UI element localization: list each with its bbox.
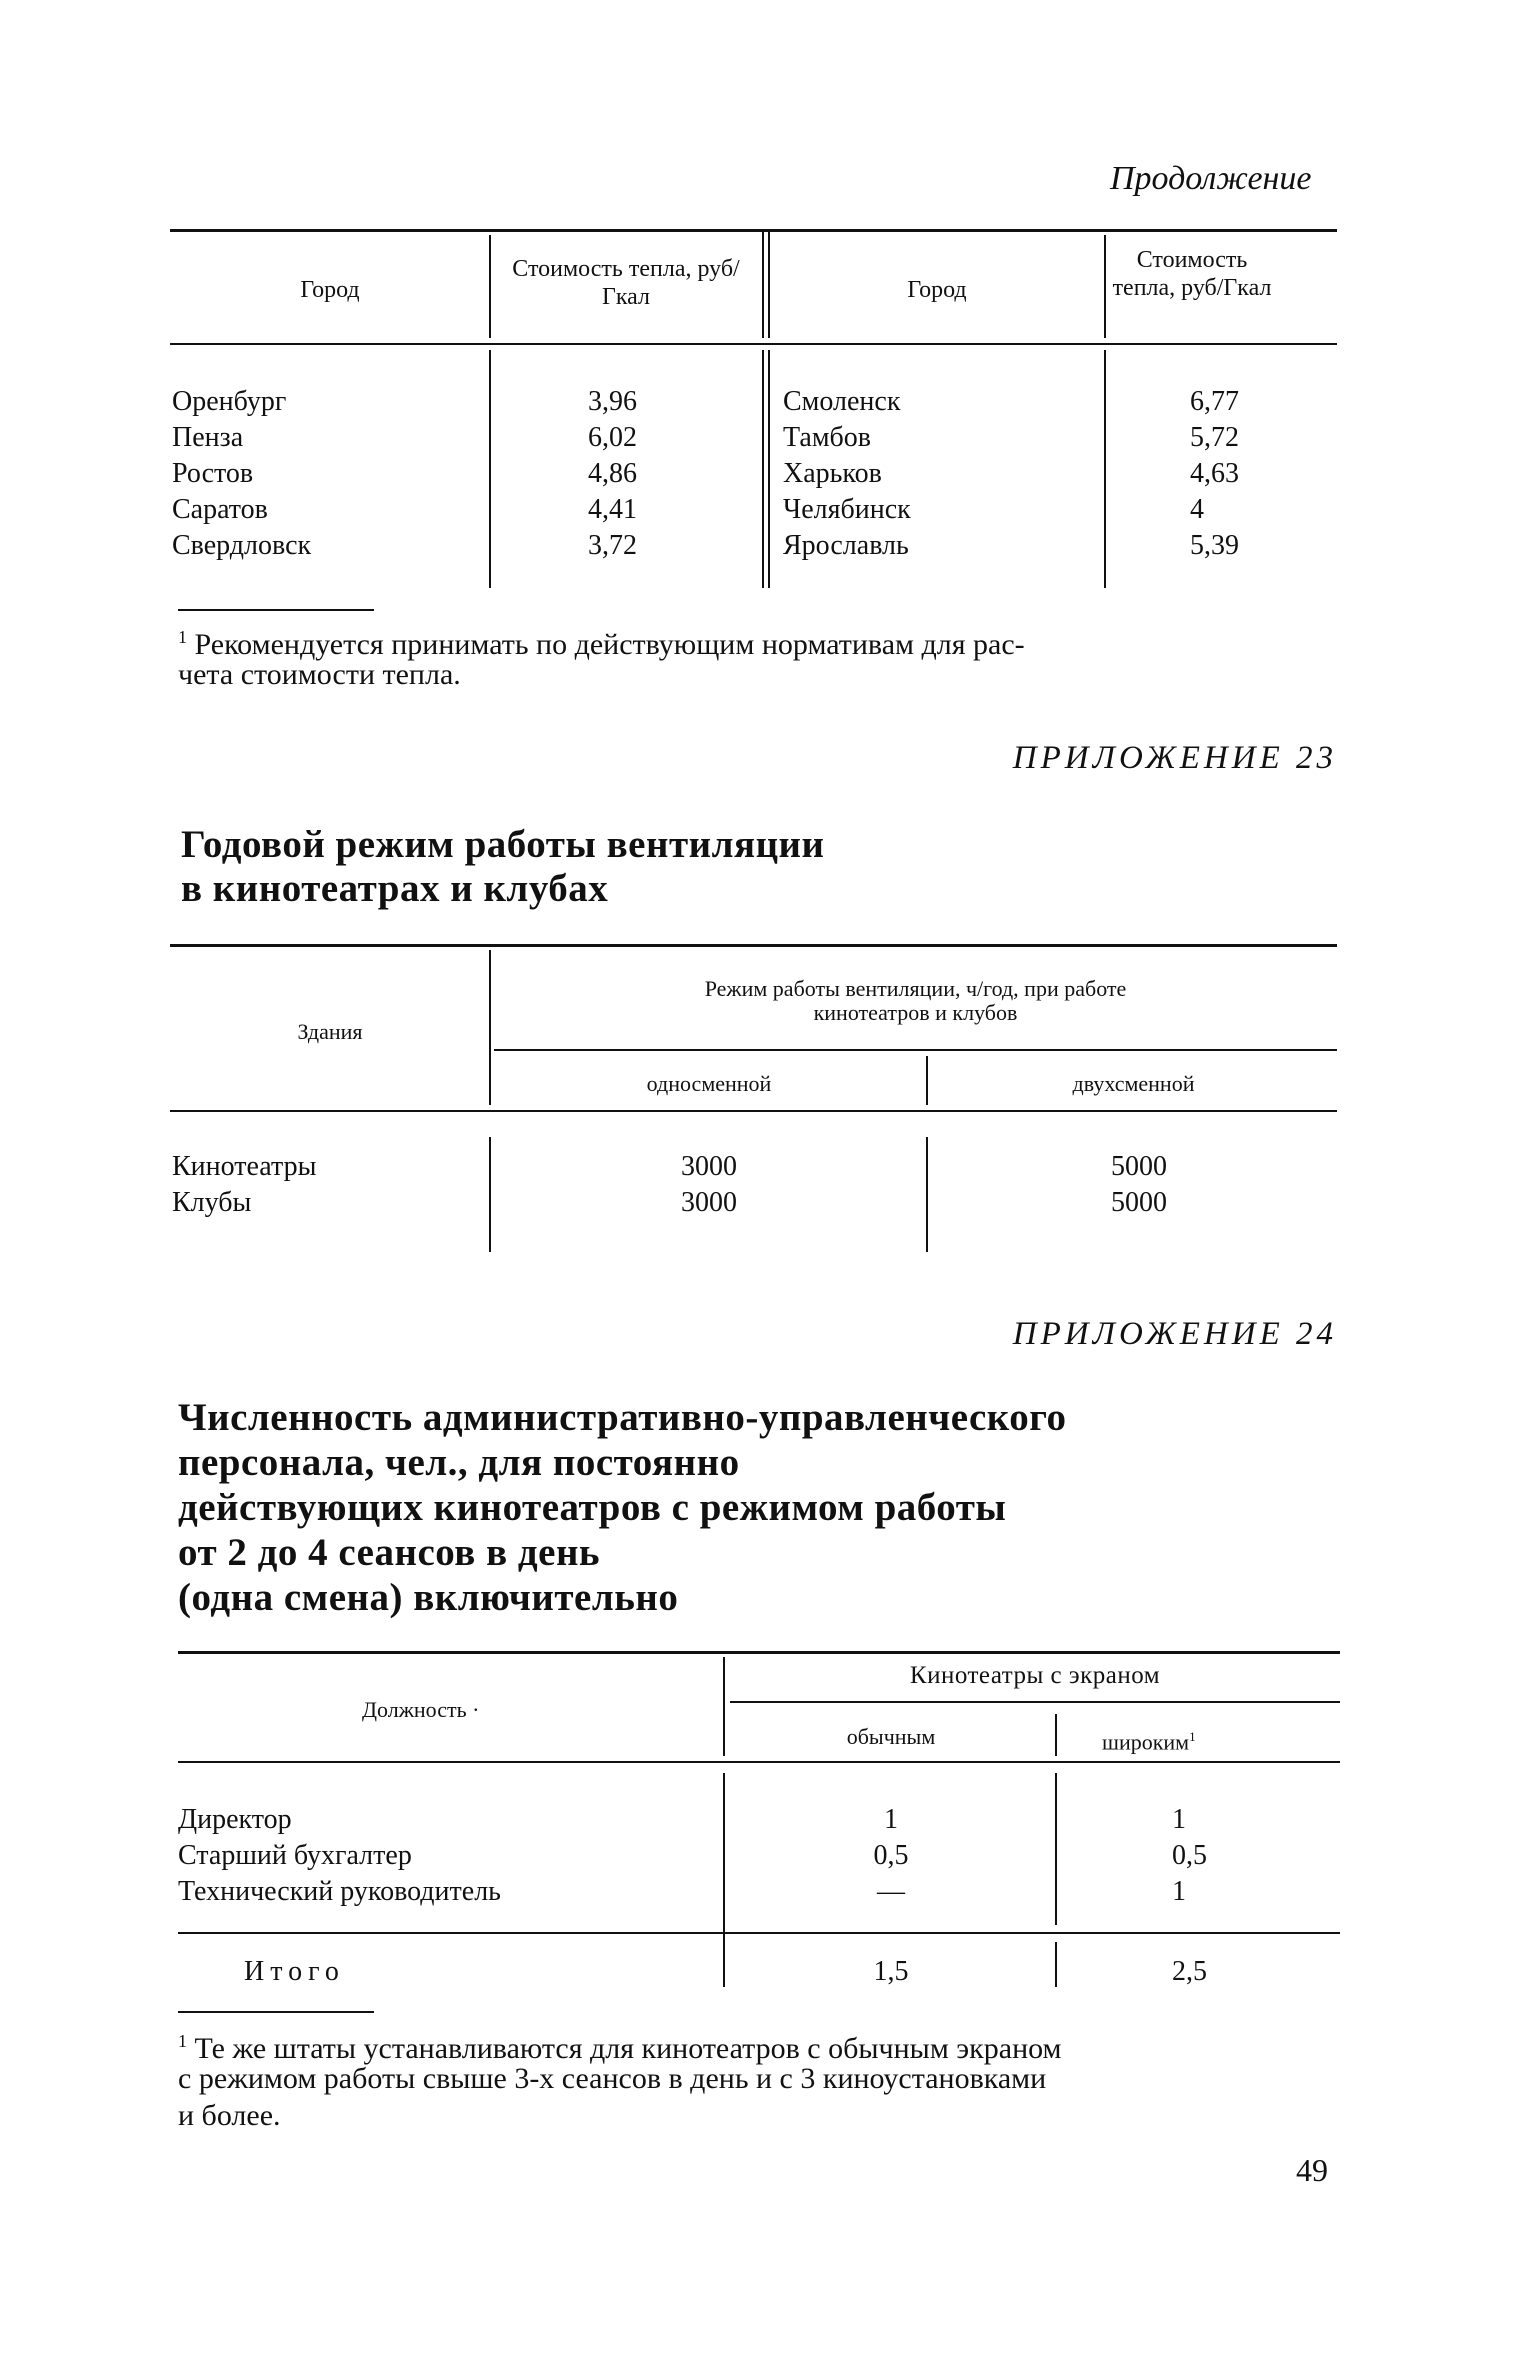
single-shift-list (494, 1149, 924, 1221)
table-top-rule (170, 229, 1337, 232)
header-single-shift: односменной (646, 1071, 772, 1096)
header-group: Кинотеатры с экраном (909, 1662, 1161, 1689)
table-header-rule (170, 343, 1337, 345)
header-position-label: Должность (362, 1697, 467, 1722)
header-buildings: Здания (297, 1019, 363, 1044)
list-item: 1 (884, 1804, 898, 1835)
footnote-mark: 1 (178, 2031, 187, 2051)
double-shift-list (930, 1149, 1348, 1221)
header-wide-label: широким (1102, 1729, 1190, 1755)
list-item: 4,41 (588, 494, 637, 525)
list-item: Оренбург (172, 386, 287, 417)
footnote-2-line3: и более. (178, 2099, 281, 2132)
list-item: 5000 (1111, 1187, 1167, 1218)
list-item: Кинотеатры (172, 1151, 317, 1182)
list-item: 0,5 (1172, 1840, 1207, 1871)
wide-screen-list (1172, 1802, 1207, 1910)
list-item: 5000 (1111, 1151, 1167, 1182)
appendix-24-title-line2: персонала, чел., для постоянно (178, 1441, 740, 1484)
footnote-rule (178, 2011, 374, 2013)
list-item: Ростов (172, 458, 254, 489)
appendix-24-title-line5: (одна смена) включительно (178, 1576, 679, 1619)
buildings-list (172, 1149, 316, 1221)
list-item: Клубы (172, 1187, 252, 1218)
list-item: Ярославль (783, 530, 909, 561)
header-cost-left: Стоимость тепла, руб/Гкал (512, 256, 740, 310)
appendix-23-label: ПРИЛОЖЕНИЕ 23 (1012, 740, 1337, 776)
list-item: Свердловск (172, 530, 312, 561)
list-item: Старший бухгалтер (178, 1840, 412, 1871)
list-item: Пенза (172, 422, 244, 453)
header-city-left: Город (300, 277, 360, 303)
appendix-23-title-line1: Годовой режим работы вентиляции (181, 823, 825, 866)
footnote-mark: 1 (178, 627, 187, 647)
footnote-line: Те же штаты устанавливаются для кинотеатров с обычным экраном (194, 2032, 1062, 2065)
appendix-24-title-line3: действующих кинотеатров с режимом работы (178, 1486, 1007, 1529)
header-wide-mark: 1 (1189, 1729, 1196, 1744)
right-cost-list (1190, 384, 1239, 564)
header-cost-right: Стоимость тепла, руб/Гкал (1112, 247, 1272, 301)
appendix-24-label: ПРИЛОЖЕНИЕ 24 (1012, 1316, 1337, 1352)
list-item: 0,5 (873, 1840, 909, 1871)
positions-list (178, 1802, 501, 1910)
footnote-2-line2: с режимом работы свыше 3-х сеансов в день и с 3 киноустановками (178, 2062, 1047, 2095)
total-normal: 1,5 (873, 1956, 909, 1987)
page-number: 49 (1296, 2152, 1328, 2188)
list-item: 3000 (681, 1151, 737, 1182)
list-item: 3,96 (588, 386, 637, 417)
list-item: Директор (178, 1804, 292, 1835)
list-item: 3000 (681, 1187, 737, 1218)
total-label: Итого (244, 1956, 345, 1987)
right-city-list (783, 384, 911, 564)
list-item: 4,86 (588, 458, 637, 489)
footnote-1-line2: чета стоимости тепла. (178, 658, 461, 691)
left-cost-list (588, 384, 637, 564)
list-item: Смоленск (783, 386, 901, 417)
appendix-24-title-line4: от 2 до 4 сеансов в день (178, 1531, 601, 1574)
list-item: Саратов (172, 494, 268, 525)
header-normal-screen: обычным (846, 1724, 936, 1749)
left-city-list (172, 384, 311, 564)
continuation-label: Продолжение (1110, 160, 1312, 197)
list-item: 3,72 (588, 530, 637, 561)
footnote-line: Рекомендуется принимать по действующим нормативам для рас- (194, 628, 1025, 661)
list-item: 6,02 (588, 422, 637, 453)
list-item: Технический руководитель (178, 1876, 501, 1907)
header-group-line2: кинотеатров и клубов (813, 1000, 1018, 1025)
list-item: 5,72 (1190, 422, 1239, 453)
header-double-shift: двухсменной (1072, 1071, 1195, 1096)
list-item: Челябинск (783, 494, 911, 525)
list-item: 4 (1190, 494, 1204, 525)
list-item: 5,39 (1190, 530, 1239, 561)
list-item: 6,77 (1190, 386, 1239, 417)
appendix-23-title-line2: в кинотеатрах и клубах (181, 867, 609, 910)
header-city-right: Город (907, 277, 967, 303)
header-group-line1: Режим работы вентиляции, ч/год, при работе (704, 976, 1127, 1001)
list-item: 4,63 (1190, 458, 1239, 489)
appendix-24-title-line1: Численность административно-управленческого (178, 1396, 1067, 1439)
footnote-rule (178, 609, 374, 611)
normal-screen-list (730, 1802, 1052, 1910)
header-wide-screen (1102, 1724, 1196, 1755)
list-item: 1 (1172, 1876, 1186, 1907)
list-item: Тамбов (783, 422, 872, 453)
list-item: 1 (1172, 1804, 1186, 1835)
header-position: Должность · (362, 1697, 480, 1722)
list-item: — (877, 1876, 905, 1907)
total-wide: 2,5 (1172, 1956, 1207, 1987)
list-item: Харьков (783, 458, 882, 489)
